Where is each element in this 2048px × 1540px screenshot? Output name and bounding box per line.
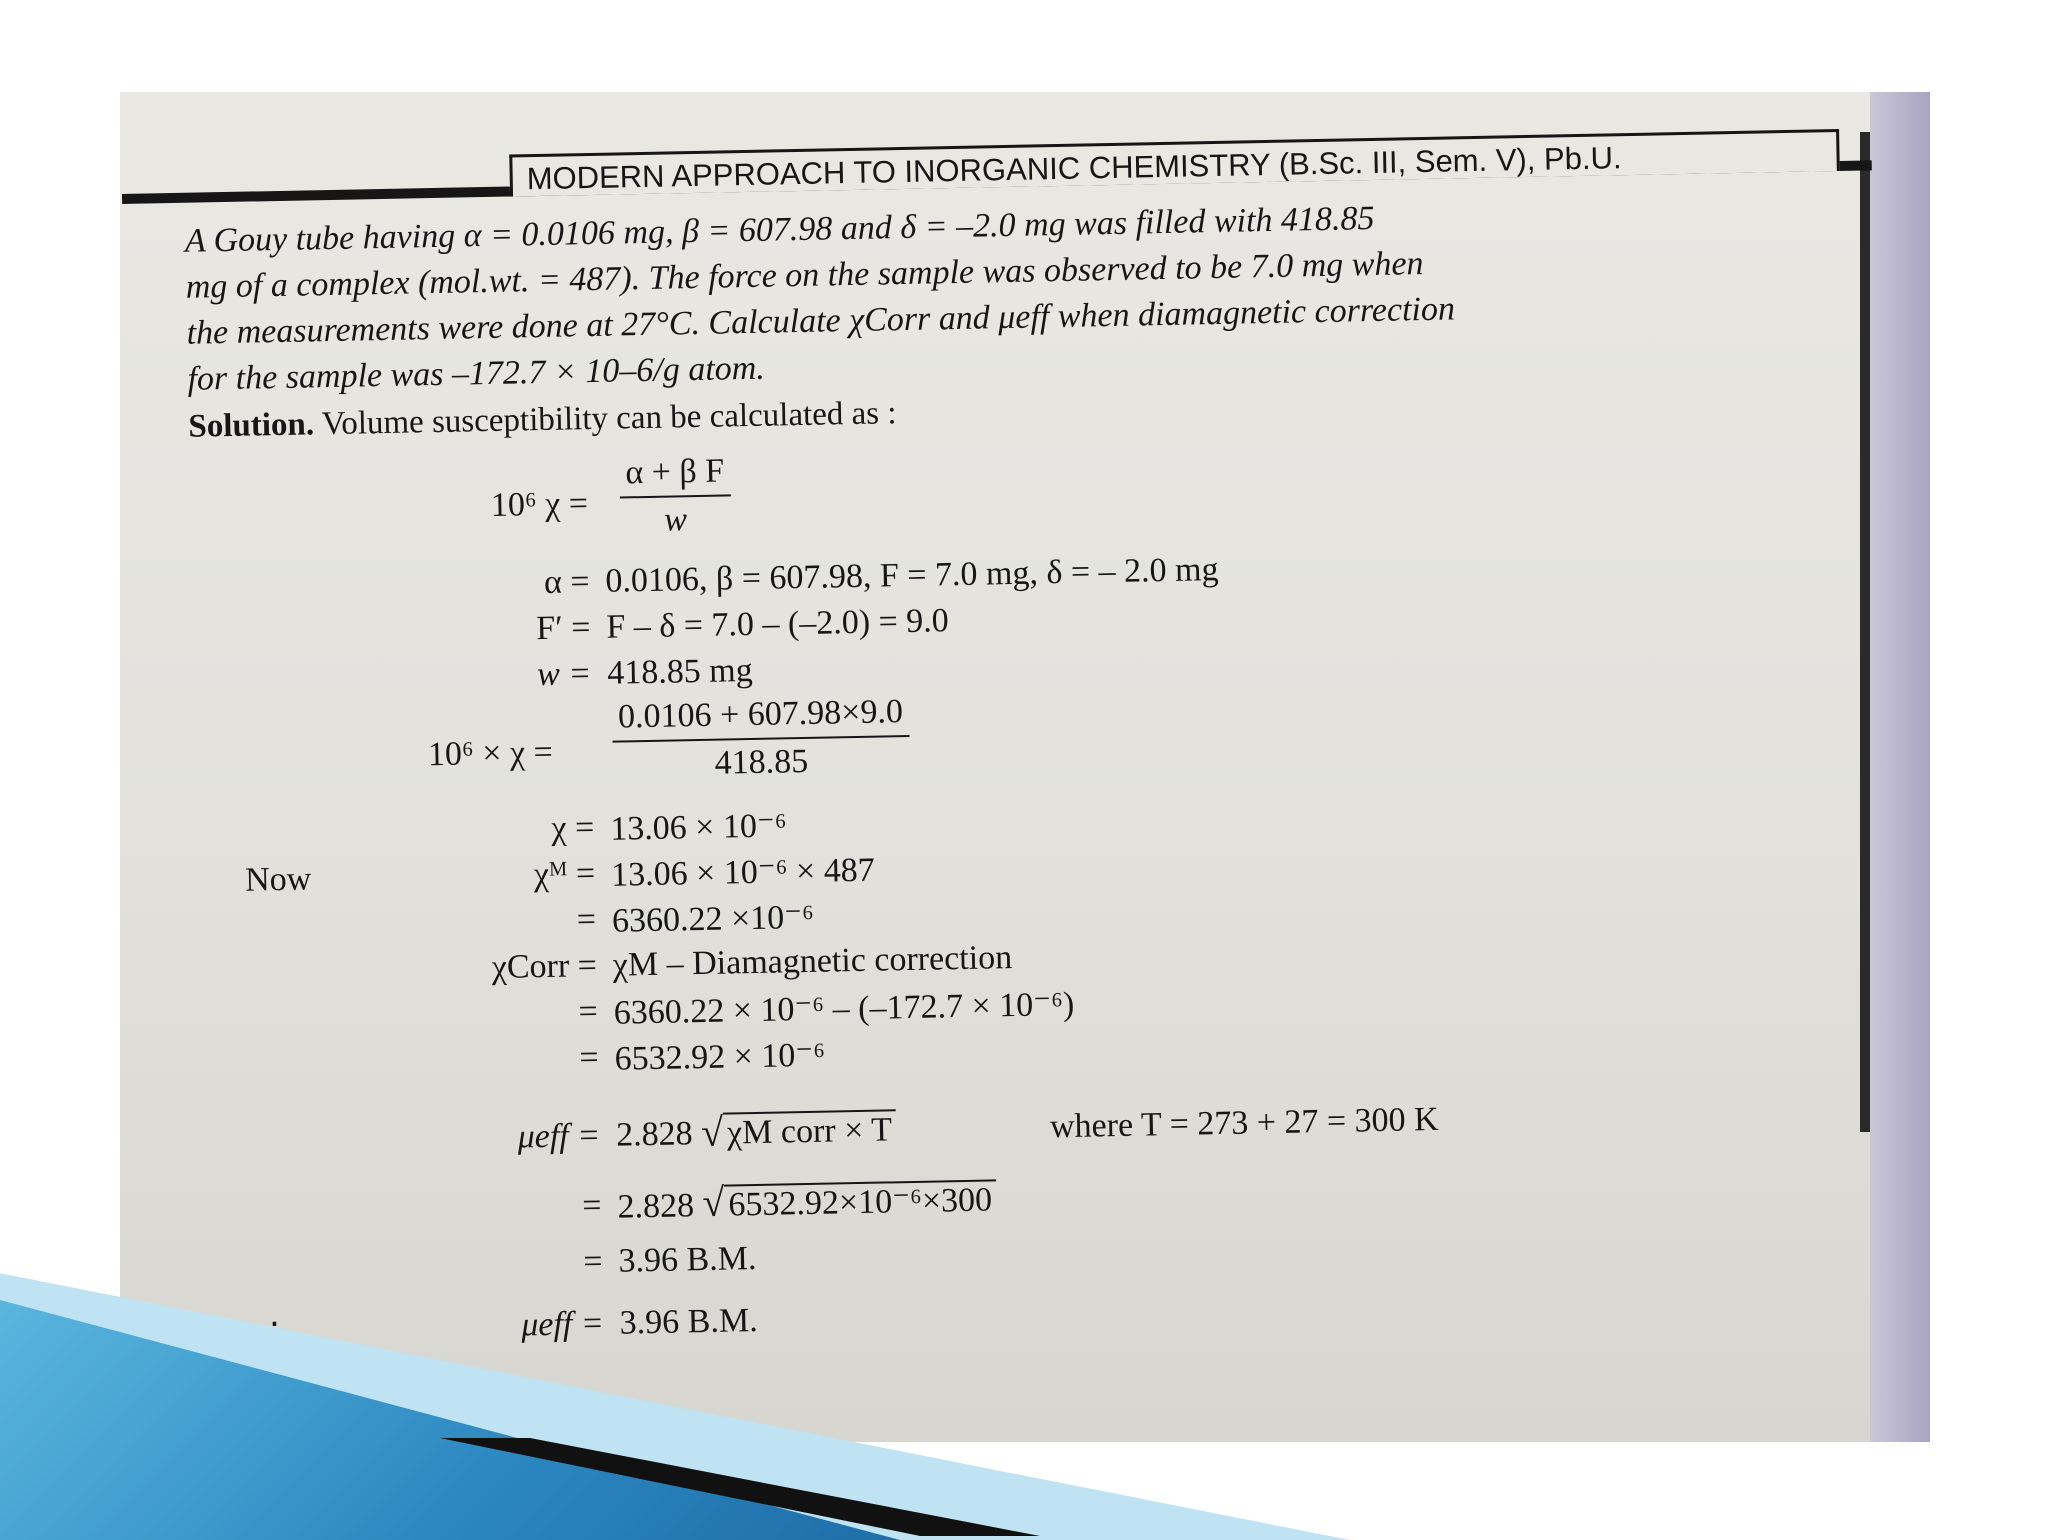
mu2-expression xyxy=(617,1179,996,1226)
substitution-denominator: 418.85 xyxy=(714,742,809,782)
w-lhs: w = xyxy=(536,655,592,694)
solution-intro xyxy=(188,395,897,446)
textbook-page-photo xyxy=(120,92,1930,1442)
problem-statement xyxy=(184,186,1887,403)
formula-numerator: α + β F xyxy=(619,452,731,498)
corr2-value: 6360.22 × 10⁻⁶ – (–172.7 × 10⁻⁶) xyxy=(613,985,1075,1032)
problem-line: A Gouy tube having α = 0.0106 mg, β = 607.98 and δ = –2.0 mg was filled with 418.85 xyxy=(184,199,1375,260)
problem-line: mg of a complex (mol.wt. = 487). The force on the sample was observed to be 7.0 mg when xyxy=(185,245,1424,306)
chim2-lhs: = xyxy=(576,901,597,939)
solution-intro-text: Volume susceptibility can be calculated as : xyxy=(321,395,897,443)
fprime-lhs: F′ = xyxy=(535,609,591,648)
alpha-lhs: α = xyxy=(543,563,590,601)
formula-denominator: w xyxy=(663,501,688,539)
formula-lhs: 10⁶ χ = xyxy=(490,485,589,524)
problem-line: for the sample was –172.7 × 10–6/g atom. xyxy=(187,349,766,398)
w-value: 418.85 mg xyxy=(606,651,754,692)
substitution-numerator: 0.0106 + 607.98×9.0 xyxy=(612,693,910,743)
corr3-value: 6532.92 × 10⁻⁶ xyxy=(614,1036,826,1078)
textbook-page xyxy=(120,92,1896,1442)
chim-value: 13.06 × 10⁻⁶ × 487 xyxy=(610,851,876,894)
radical-sign: √ xyxy=(700,1109,724,1156)
mu2-lhs: = xyxy=(581,1186,602,1225)
final-result: 3.96 B.M. xyxy=(619,1301,758,1342)
alpha-values: 0.0106, β = 607.98, F = 7.0 mg, δ = – 2.0 mg xyxy=(605,551,1219,600)
solution-label: Solution. xyxy=(188,406,315,445)
mu2-radicand: 6532.92×10⁻⁶×300 xyxy=(724,1179,996,1223)
mu2-coefficient: 2.828 xyxy=(617,1187,695,1226)
square-root xyxy=(700,1109,897,1156)
fprime-value: F – δ = 7.0 – (–2.0) = 9.0 xyxy=(606,602,950,646)
mu-expression xyxy=(616,1111,897,1154)
radical-sign: √ xyxy=(701,1179,725,1226)
corr-lhs: χCorr = xyxy=(491,947,598,987)
mu-lhs: μeff = xyxy=(517,1116,601,1156)
now-label: Now xyxy=(244,860,312,899)
corr3-lhs: = xyxy=(579,1038,599,1077)
running-header: MODERN APPROACH TO INORGANIC CHEMISTRY (B.Sc. III, Sem. V), Pb.U. xyxy=(509,129,1840,197)
substitution-fraction xyxy=(612,693,910,785)
temperature-note: where T = 273 + 27 = 300 K xyxy=(1049,1100,1440,1146)
mu-coefficient: 2.828 xyxy=(615,1115,693,1154)
mu3-lhs: = xyxy=(583,1242,603,1281)
chim2-value: 6360.22 ×10⁻⁶ xyxy=(611,898,815,940)
mu-radicand: χM corr × T xyxy=(723,1109,897,1151)
substitution-lhs: 10⁶ × χ = xyxy=(427,733,554,774)
corr-value: χM – Diamagnetic correction xyxy=(612,939,1013,984)
formula-fraction xyxy=(619,452,731,540)
chim-lhs: χᴹ = xyxy=(533,855,596,894)
problem-line: the measurements were done at 27°C. Calculate χCorr and μeff when diamagnetic correction xyxy=(186,290,1456,352)
corr2-lhs: = xyxy=(578,993,599,1031)
final-lhs: μeff = xyxy=(520,1304,605,1344)
square-root xyxy=(702,1179,996,1225)
chi-value: 13.06 × 10⁻⁶ xyxy=(609,807,788,848)
mu3-value: 3.96 B.M. xyxy=(618,1240,757,1280)
chi-lhs: χ = xyxy=(551,809,595,847)
